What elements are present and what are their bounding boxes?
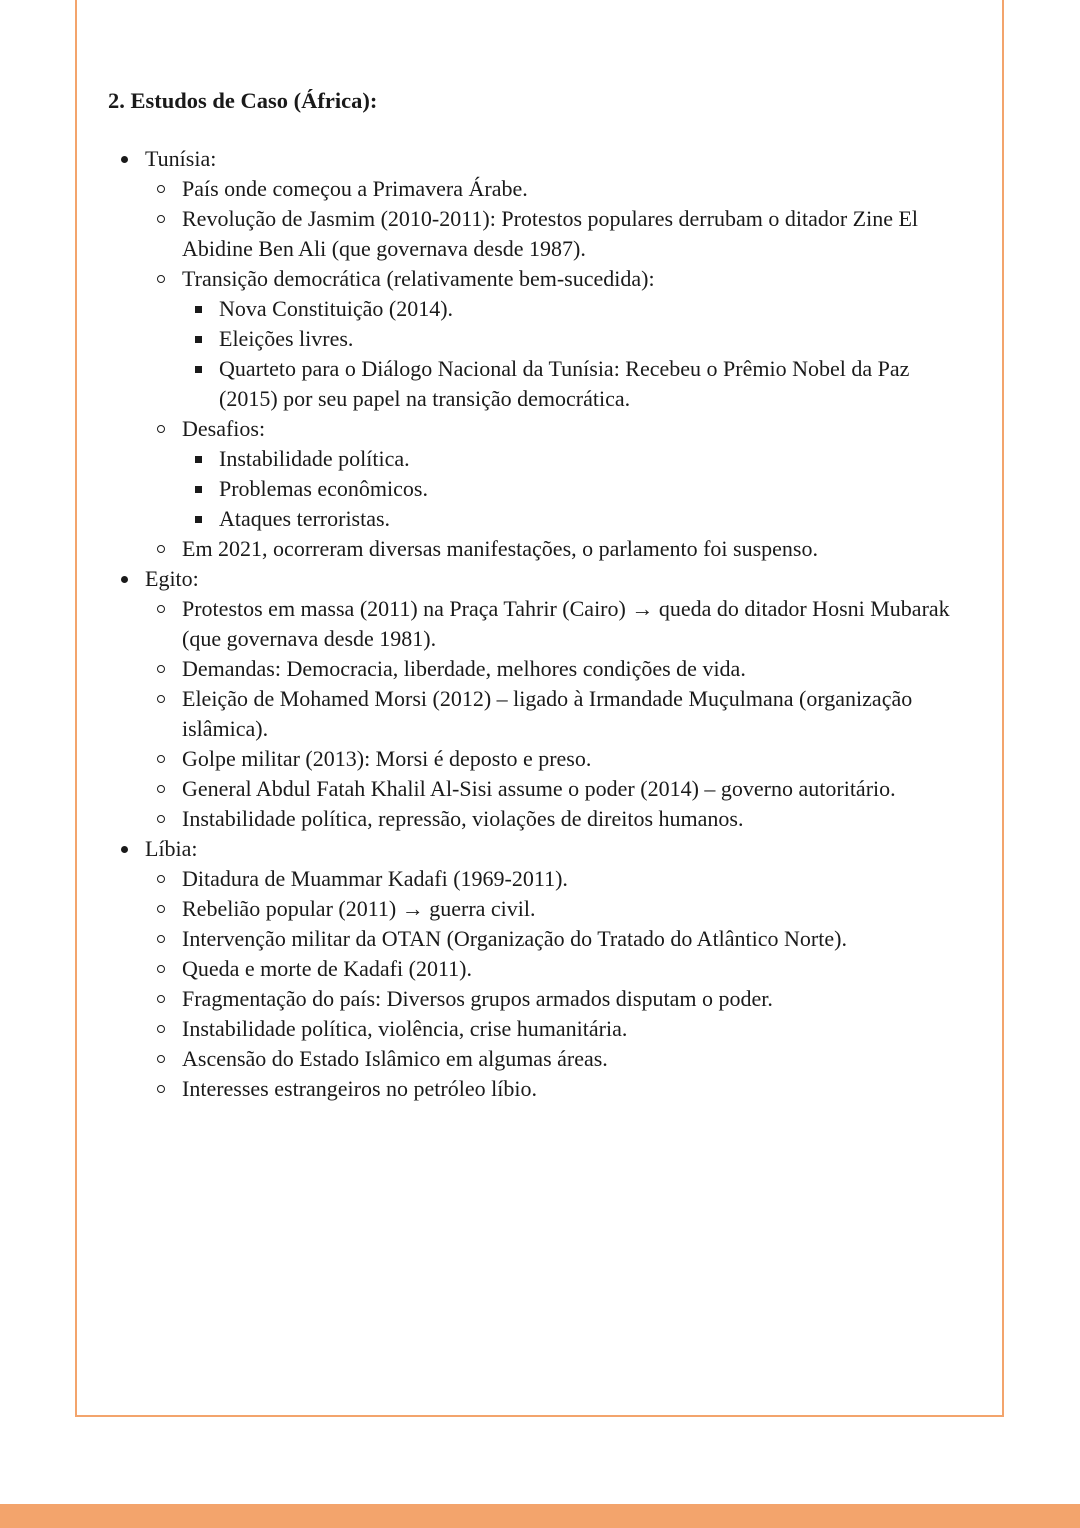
- list-item: Revolução de Jasmim (2010-2011): Protestos populares derrubam o ditador Zine El Abidine Ben Ali (que governava desde 1987).: [145, 204, 968, 264]
- list-item: Eleição de Mohamed Morsi (2012) – ligado à Irmandade Muçulmana (organização islâmica).: [145, 684, 968, 744]
- list-item: Problemas econômicos.: [182, 474, 968, 504]
- tunisia-points: [145, 174, 968, 564]
- list-item: Fragmentação do país: Diversos grupos armados disputam o poder.: [145, 984, 968, 1014]
- document-body: [108, 86, 968, 1104]
- country-label: Tunísia:: [145, 146, 217, 171]
- desafios-subpoints: [182, 444, 968, 534]
- country-label: Egito:: [145, 566, 199, 591]
- list-item: Em 2021, ocorreram diversas manifestações, o parlamento foi suspenso.: [145, 534, 968, 564]
- list-item: Nova Constituição (2014).: [182, 294, 968, 324]
- list-item: Eleições livres.: [182, 324, 968, 354]
- list-item: Interesses estrangeiros no petróleo líbio.: [145, 1074, 968, 1104]
- country-item-egito: [108, 564, 968, 834]
- bottom-accent-bar: [0, 1504, 1080, 1528]
- list-item: Protestos em massa (2011) na Praça Tahrir (Cairo) → queda do ditador Hosni Mubarak (que governava desde 1981).: [145, 594, 968, 654]
- list-item: Instabilidade política.: [182, 444, 968, 474]
- list-item: Demandas: Democracia, liberdade, melhores condições de vida.: [145, 654, 968, 684]
- list-item: Golpe militar (2013): Morsi é deposto e preso.: [145, 744, 968, 774]
- list-item: General Abdul Fatah Khalil Al-Sisi assume o poder (2014) – governo autoritário.: [145, 774, 968, 804]
- egito-points: [145, 594, 968, 834]
- country-item-tunisia: [108, 144, 968, 564]
- list-item: País onde começou a Primavera Árabe.: [145, 174, 968, 204]
- list-item: Ataques terroristas.: [182, 504, 968, 534]
- libia-points: [145, 864, 968, 1104]
- list-item: Rebelião popular (2011) → guerra civil.: [145, 894, 968, 924]
- transicao-subpoints: [182, 294, 968, 414]
- country-label: Líbia:: [145, 836, 198, 861]
- list-item: Instabilidade política, repressão, violações de direitos humanos.: [145, 804, 968, 834]
- list-item: Desafios: Instabilidade política. Problemas econômicos. Ataques terroristas.: [145, 414, 968, 534]
- list-item: Transição democrática (relativamente bem-sucedida): Nova Constituição (2014). Eleições livres. Quarteto para o Diálogo Nacional da Tunísia: Recebeu o Prêmio Nobel da Paz (2015) por seu papel na transição democrática.: [145, 264, 968, 414]
- list-item: Ditadura de Muammar Kadafi (1969-2011).: [145, 864, 968, 894]
- list-item: Quarteto para o Diálogo Nacional da Tunísia: Recebeu o Prêmio Nobel da Paz (2015) por seu papel na transição democrática.: [182, 354, 968, 414]
- list-item: Ascensão do Estado Islâmico em algumas áreas.: [145, 1044, 968, 1074]
- list-item: Intervenção militar da OTAN (Organização do Tratado do Atlântico Norte).: [145, 924, 968, 954]
- section-heading: 2. Estudos de Caso (África):: [108, 88, 378, 113]
- list-item: Queda e morte de Kadafi (2011).: [145, 954, 968, 984]
- country-item-libia: [108, 834, 968, 1104]
- list-item: Instabilidade política, violência, crise humanitária.: [145, 1014, 968, 1044]
- country-list: [108, 144, 968, 1104]
